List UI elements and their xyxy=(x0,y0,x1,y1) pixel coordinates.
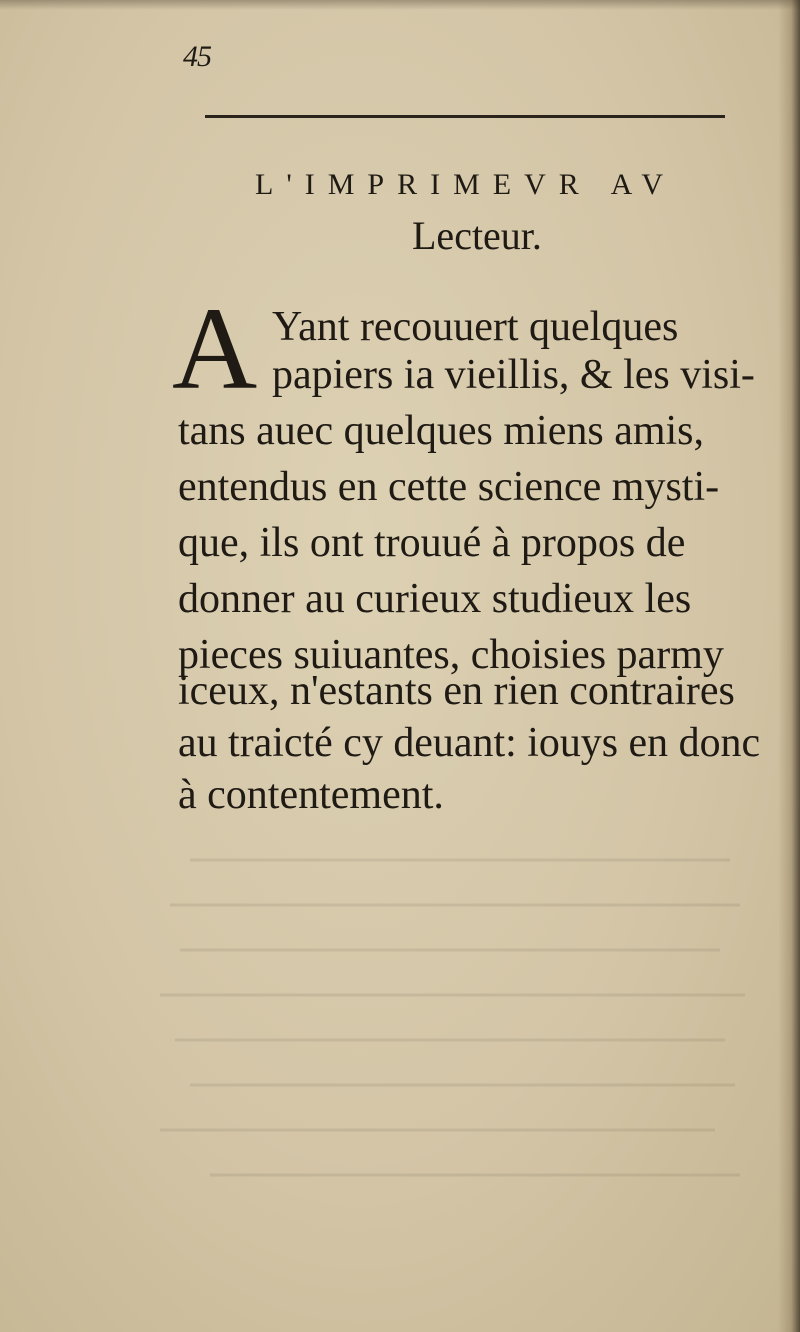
text-line: entendus en cette science mysti- xyxy=(178,464,720,510)
text-line: pieces suiuantes, choisies parmy xyxy=(178,632,724,678)
text-line: au traicté cy deuant: iouys en donc xyxy=(178,720,761,766)
drop-capital: A xyxy=(172,283,258,414)
text-line: papiers ia vieillis, & les visi- xyxy=(272,352,755,398)
gutter-shadow xyxy=(778,0,800,1332)
text-line: tans auec quelques miens amis, xyxy=(178,408,705,454)
header-rule xyxy=(205,115,725,118)
section-subheading: Lecteur. xyxy=(412,213,542,258)
text-line: que, ils ont trouué à propos de xyxy=(178,520,686,566)
text-line: Yant recouuert quelques xyxy=(272,304,679,350)
text-line: à contentement. xyxy=(178,772,444,818)
section-heading: L'IMPRIMEVR AV xyxy=(255,168,677,201)
show-through-lines xyxy=(150,820,750,1240)
text-line: donner au curieux studieux les xyxy=(178,576,692,622)
page-number: 45 xyxy=(183,40,211,73)
text-line: iceux, n'estants en rien contraires xyxy=(178,668,735,714)
show-through-texture xyxy=(150,820,750,1240)
top-edge-shadow xyxy=(0,0,800,10)
